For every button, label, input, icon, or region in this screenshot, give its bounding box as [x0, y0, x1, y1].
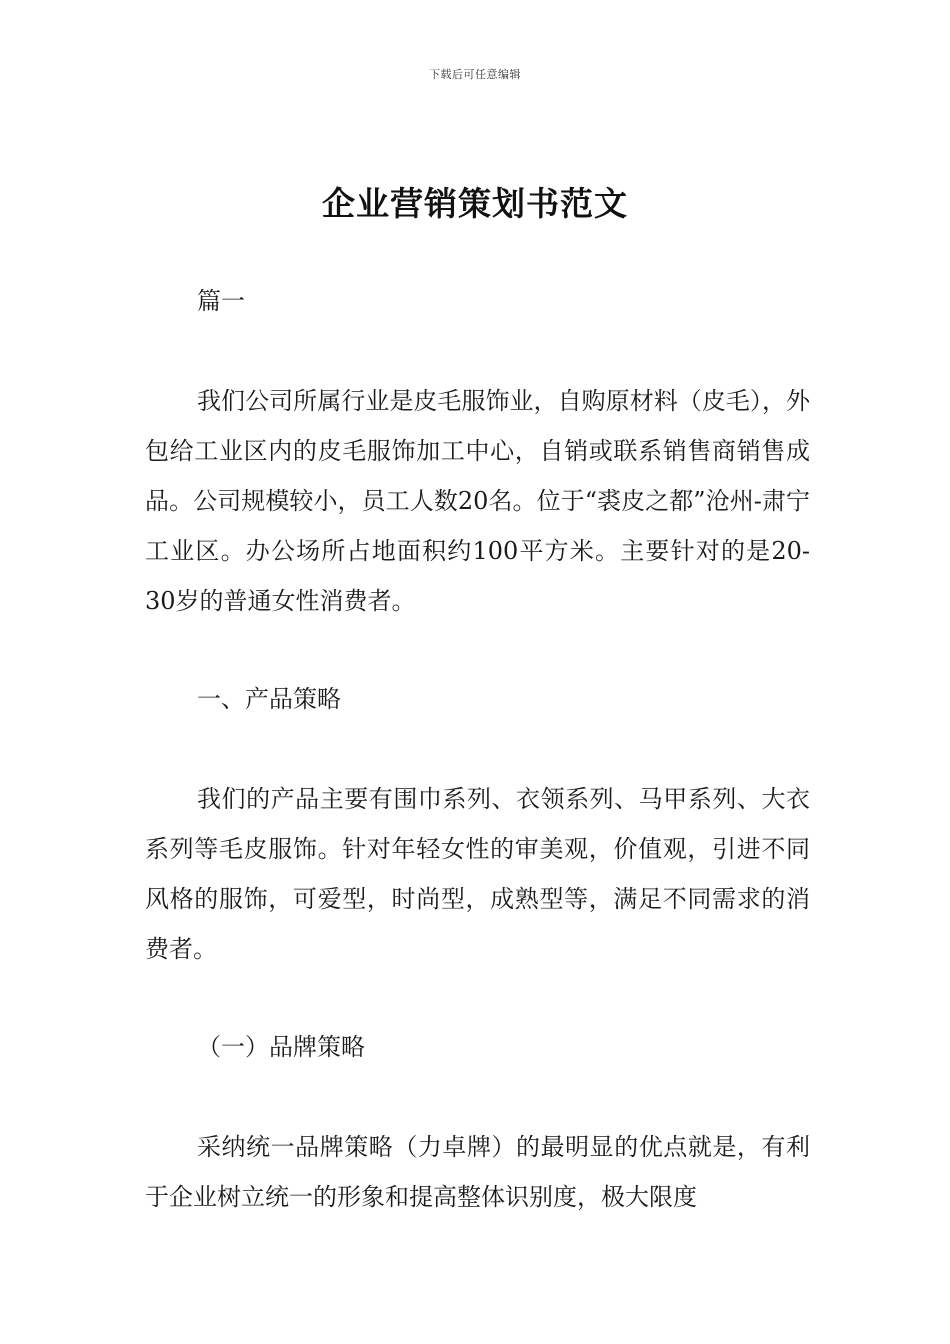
paragraph-company-intro: 我们公司所属行业是皮毛服饰业，自购原材料（皮毛），外包给工业区内的皮毛服饰加工中心，自销或联系销售商销售成品。公司规模较小，员工人数20名。位于“裘皮之都”沧州-肃宁工业区。办公场所占地面积约100平方米。主要针对的是20-30岁的普通女性消费者。 — [145, 387, 810, 615]
paragraph-product-lines: 我们的产品主要有围巾系列、衣领系列、马甲系列、大衣系列等毛皮服饰。针对年轻女性的审美观，价值观，引进不同风格的服饰，可爱型，时尚型，成熟型等，满足不同需求的消费者。 — [145, 785, 810, 963]
paragraph-brand-strategy: 采纳统一品牌策略（力卓牌）的最明显的优点就是，有利于企业树立统一的形象和提高整体识别度，极大限度 — [145, 1133, 810, 1211]
page-header-note: 下载后可任意编辑 — [429, 68, 521, 81]
document-title: 企业营销策划书范文 — [322, 184, 628, 223]
section-heading-product-strategy: 一、产品策略 — [197, 685, 341, 713]
section-heading-brand-strategy: （一）品牌策略 — [197, 1033, 365, 1061]
section-heading-part-one: 篇一 — [197, 287, 245, 315]
